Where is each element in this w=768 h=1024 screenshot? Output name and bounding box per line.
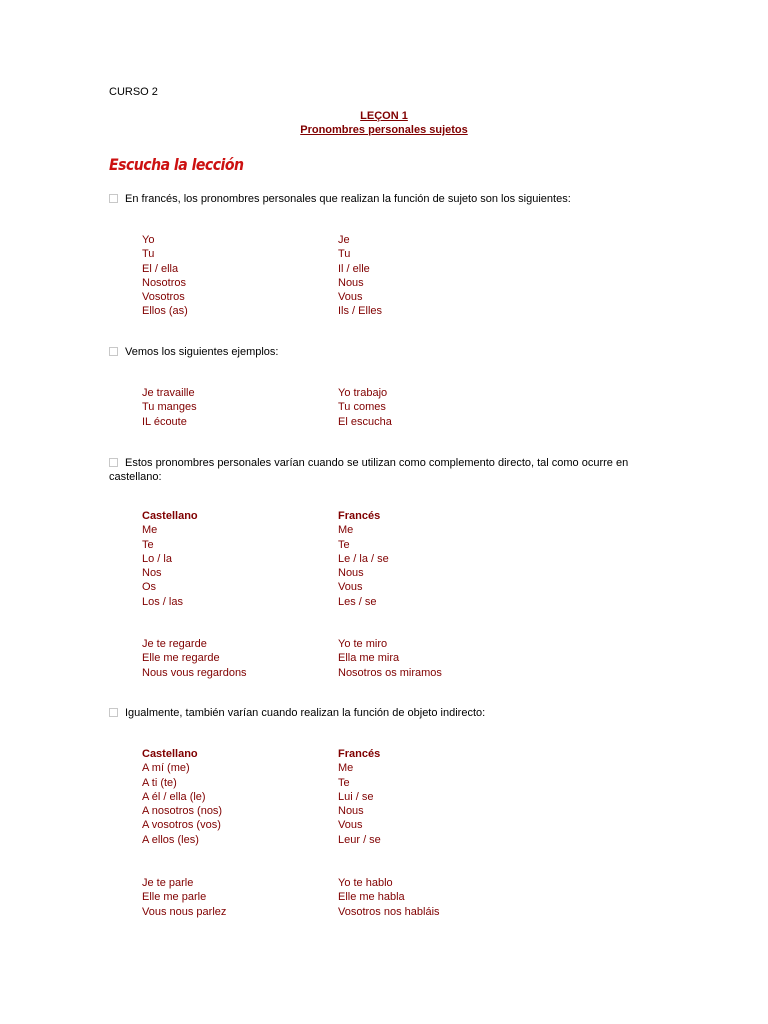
cell-spanish: A ti (te) [142,776,177,789]
table-row [142,818,562,832]
cell-spanish: Yo te hablo [338,877,393,889]
table-row [142,580,562,594]
table-row [142,233,562,247]
cell-french: Elle me regarde [142,652,220,665]
table-row [142,595,562,609]
cell-french: Je te regarde [142,638,207,650]
example-table-indirect-object [142,876,562,919]
bullet-icon [109,708,118,717]
table-row [142,386,562,400]
table-row [142,523,562,537]
cell-spanish: El escucha [338,415,392,428]
cell-french: Vous [338,819,363,832]
cell-spanish: Me [142,524,158,537]
cell-french: Te [338,776,350,789]
table-row [142,876,562,890]
lesson-title: LEÇON 1 [360,110,408,122]
table-header [142,509,562,523]
bullet-icon [109,347,118,356]
cell-french: Ils / Elles [338,305,383,318]
cell-spanish: Nosotros [142,276,187,289]
cell-spanish: Nos [142,567,162,580]
cell-french: Lui / se [338,790,374,803]
table-row [142,415,562,429]
table-row [142,400,562,414]
cell-spanish: Ella me mira [338,652,400,665]
cell-spanish: Te [142,538,154,551]
cell-spanish: Lo / la [142,552,172,565]
example-table-direct-object [142,637,562,680]
paragraph-examples [109,345,669,359]
cell-french: Le / la / se [338,552,389,565]
cell-spanish: Vosotros [142,291,185,304]
cell-spanish: A mí (me) [142,762,190,775]
cell-french: Te [338,538,350,551]
cell-french: Vous [338,581,363,594]
cell-spanish: Yo trabajo [338,387,388,399]
course-label: CURSO 2 [109,86,158,98]
bullet-icon [109,458,118,467]
cell-spanish: A vosotros (vos) [142,819,221,832]
lesson-subtitle: Pronombres personales sujetos [300,124,468,136]
paragraph-text: En francés, los pronombres personales que realizan la función de sujeto son los siguientes: [125,193,571,205]
cell-french: Me [338,524,354,537]
table-row [142,247,562,261]
cell-spanish: Tu comes [338,401,386,414]
header-frances: Francés [338,510,381,522]
cell-french: Tu [338,248,351,261]
header-castellano: Castellano [142,510,198,522]
pronoun-table-subjects [142,233,562,319]
cell-french: Vous [338,291,363,304]
cell-spanish: A él / ella (le) [142,790,206,803]
cell-spanish: Tu [142,248,155,261]
cell-spanish: Yo te miro [338,638,388,650]
cell-spanish: Vosotros nos habláis [338,905,440,918]
listen-lesson-label: Escucha la lección [109,154,244,174]
cell-french: IL écoute [142,415,187,428]
table-row [142,905,562,919]
table-row [142,262,562,276]
cell-french: Les / se [338,595,377,608]
cell-french: Il / elle [338,262,370,275]
listen-lesson-button[interactable] [108,149,258,179]
table-row [142,538,562,552]
cell-spanish: A nosotros (nos) [142,805,223,818]
cell-french: Je te parle [142,877,194,889]
cell-french: Leur / se [338,833,381,846]
table-row [142,776,562,790]
table-row [142,804,562,818]
paragraph-text: Estos pronombres personales varían cuando se utilizan como complemento directo, tal como ocurre en castellano: [109,457,629,483]
paragraph-indirect-object [109,706,669,720]
cell-spanish: Los / las [142,595,183,608]
cell-spanish: Elle me habla [338,891,405,904]
table-row [142,790,562,804]
table-row [142,276,562,290]
table-row [142,552,562,566]
table-row [142,304,562,318]
table-row [142,890,562,904]
table-header [142,747,562,761]
cell-french: Nous [338,567,364,580]
cell-french: Vous nous parlez [142,905,227,918]
table-row [142,651,562,665]
cell-french: Elle me parle [142,891,207,904]
cell-spanish: A ellos (les) [142,833,199,846]
cell-french: Me [338,762,354,775]
header-frances: Francés [338,748,381,760]
cell-french: Nous vous regardons [142,666,247,679]
paragraph-direct-object [109,456,669,484]
paragraph-text: Igualmente, también varían cuando realizan la función de objeto indirecto: [125,707,486,719]
table-row [142,566,562,580]
table-row [142,637,562,651]
pronoun-table-direct-object [142,509,562,609]
cell-french: Nous [338,276,364,289]
table-row [142,833,562,847]
cell-spanish: El / ella [142,262,179,275]
table-row [142,666,562,680]
example-table-subjects [142,386,562,429]
cell-french: Nous [338,805,364,818]
cell-spanish: Nosotros os miramos [338,666,442,679]
cell-spanish: Os [142,581,157,594]
table-row [142,761,562,775]
cell-spanish: Yo [142,234,155,246]
paragraph-subject-pronouns [109,192,669,206]
header-castellano: Castellano [142,748,198,760]
cell-french: Tu manges [142,401,197,414]
table-row [142,290,562,304]
bullet-icon [109,194,118,203]
cell-spanish: Ellos (as) [142,305,188,318]
cell-french: Je [338,234,350,246]
paragraph-text: Vemos los siguientes ejemplos: [125,346,279,358]
pronoun-table-indirect-object [142,747,562,847]
cell-french: Je travaille [142,387,195,399]
